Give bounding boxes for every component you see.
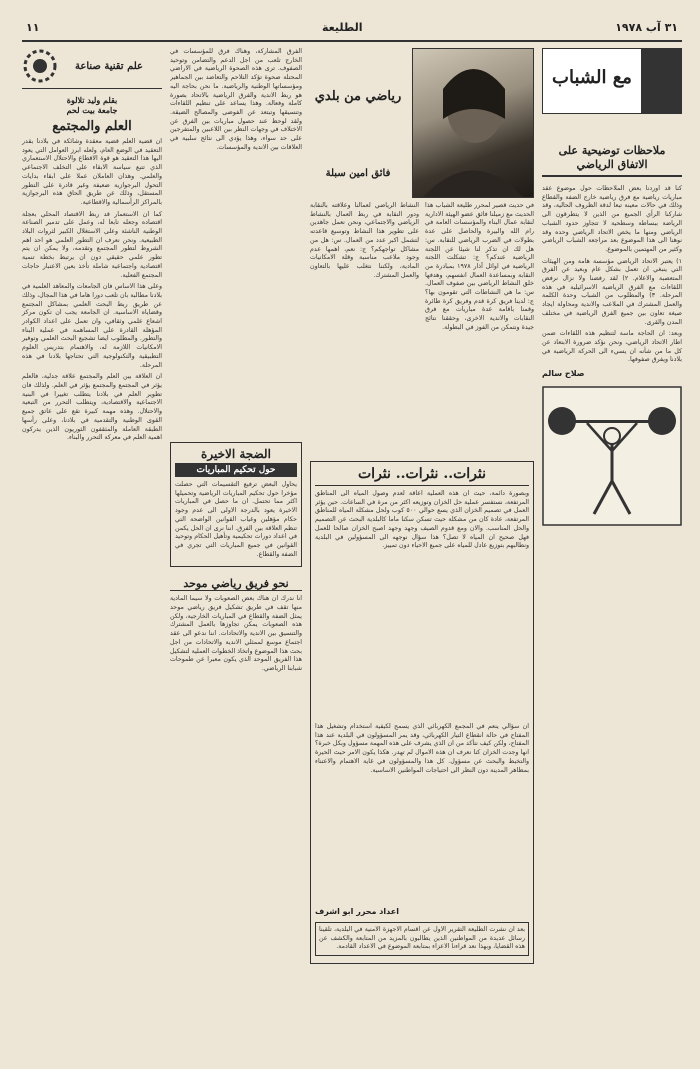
notes-signature: اعداد محرر ابو اشرف <box>315 907 399 916</box>
science-title: العلم والمجتمع <box>52 119 132 134</box>
section-title: مع الشباب <box>552 67 632 88</box>
referee-box <box>170 442 302 567</box>
notes-body-continued: ان سؤالي ينعم في المجمع الكهربائي الذي يسمح لكيفية استخدام وتشغيل هذا المفتاح في حالة انقطاع التيار الكهربائي، وقد يمر المسؤولون في البلدية عند هذا المفتاح، ولكن كيف نتأكد من ان الذي يشرف على هذه المهمة مسؤول وبكل خبرة؟ انها وجدت الخزان كنا نعرف ان هذه الاموال لم تهدر. هكذا يكون الامر حيث الحيرة والتخبط والبحث عن مسؤول. كل هذا والمسؤولون في غاية الاهتمام والاعتناء بمظاهر المدينة دون النظر الى احتياجات المواطنين الاساسية. <box>315 723 529 774</box>
interview-body-continued: النشاط الرياضي لعمالنا وعلاقته بالنقابة ودور النقابة في ربط العمال بالنشاط الرياضي والاجتماعي، ونحن نعمل جاهدين على تطوير هذا النشاط وتوسيع قاعدته لتشمل اكبر عدد من العمال. س: هل من مشاكل تواجهكم؟ ج: نعم، اهمها عدم وجود ملاعب مناسبة وقلة الامكانيات المادية، ولكننا نتغلب عليها بالتعاون والعمل المشترك. <box>310 202 419 279</box>
weightlifter-illustration <box>542 386 682 526</box>
science-body-3: وعلى هذا الاساس فان الجامعات والمعاهد العلمية في بلادنا مطالبة بان تلعب دورا هاما في هذا المجال، وذلك عن طريق ربط البحث العلمي بمشاكل المجتمع وقضاياه الاساسية. ان الجامعة يجب ان تكون مركز اشعاع علمي وثقافي، وان تعمل على اعداد الكوادر المؤهلة القادرة على المساهمة في عملية البناء والتطور. والمطلوب ايضا تشجيع البحث العلمي وتوفير الامكانيات اللازمة له، والاهتمام بتدريس العلوم التطبيقية والتكنولوجية التي تحتاجها بلادنا في هذه المرحلة. <box>22 283 162 369</box>
page-number: ١١ <box>26 21 40 34</box>
interview-body: في حديث قصير لمحرر طليعة الشباب هذا الحديث مع زميلنا فائق عضو الهيئة الادارية لنقابة عمال البناء والمؤسسات العامة في رام الله والبيرة والحاصل على عدة بطولات في الضرب الرياضي للنقابة. س: هل لك ان تذكر لنا شيئا عن اللجنة الرياضية عندكم؟ ج: تشكلت اللجنة الرياضية في اوائل آذار ١٩٧٨ بمبادرة من النقابة وبمساعدة العمال انفسهم، وهدفها خلق النشاط الرياضي بين صفوف العمال. س: ما هي النشاطات التي تقومون بها؟ ج: لدينا فريق كرة قدم وفريق كرة طائرة وقمنا باقامة عدة مباريات مع فرق النقابات والاندية الاخرى، وحققنا نتائج جيدة ونتمكن من الفوز في البطولة. <box>425 202 534 331</box>
article-title: ملاحظات توضيحية على الاتفاق الرياضي <box>542 144 682 177</box>
newspaper-name: الطليعة <box>322 21 363 34</box>
science-body-4: ان العلاقة بين العلم والمجتمع علاقة جدلية، فالعلم يؤثر في المجتمع والمجتمع يؤثر في العلم. ولذلك فان تطوير العلم في بلادنا يتطلب تغييرا في البنية الاجتماعية والاقتصادية، ويتطلب التحرر من التبعية والاحتلال. وهذه مهمة كبيرة تقع على عاتق جميع القوى الوطنية والتقدمية في بلادنا، وعلى رأسها الطبقة العاملة والمثقفون الثوريون الذين يدركون اهمية العلم في معركة التحرر والبناء. <box>22 373 162 442</box>
referee-title: الضجة الاخيرة <box>201 447 271 461</box>
youth-column <box>542 48 682 530</box>
science-body-2: كما ان الاستعمار قد ربط الاقتصاد المحلي بعجلة اقتصاده وجعله تابعا له، وعمل على تدمير الصناعة الوطنية الناشئة وعلى الاستغلال الكبير لثروات البلاد الطبيعية. ونحن نعرف ان التطور العلمي هو احد اهم الشروط لتطور المجتمع وتقدمه، ولا يمكن ان يتم تطور علمي حقيقي دون ان يرتبط بخطة تنمية اقتصادية واجتماعية شاملة تأخذ بعين الاعتبار حاجات المجتمع الفعلية. <box>22 210 162 279</box>
photo-caption: رياضي من بلدي <box>314 89 402 104</box>
logo-text: علم تقنية صناعة <box>74 60 144 72</box>
referee-body: يحاول البعض ترفيع التقسيمات التي حصلت مؤخرا حول تحكيم المباريات الرياضية وتحميلها اكثر مما تحتمل. ان ما حصل في المباريات الاخيرة يعود بالدرجة الاولى الى عدم وجود حكام مؤهلين وغياب القوانين الواضحة التي تنظم العلاقة بين الفرق. اننا نرى ان الحل يكمن في اعداد دورات تحكيمية وتأهيل الحكام وتوحيد القوانين في جميع المباريات التي تجري في الضفة والقطاع. <box>175 481 297 558</box>
sports-column <box>170 48 302 677</box>
notes-body: وبصورة دائمة، حيث ان هذه العملية اعاقة لعدم وصول المياه الى المناطق المرتفعة، نستفسر عملية حل الخزان وتوزيعه اكثر من مرة في الساعات. حين يؤثر العمل في تصميم الخزان الذي يسع حوالي ٥٠٠ كوب ولحل مشكلة المياه للمناطق المرتفعة، عادة كان من مشكلة حيث تسكن سكنا ماما كالبلدية البحث عن التصميم والحل المناسب. والان ومع قدوم الصيف وجهد وجهد اصبح الخزان صالحا للعمل فهل صحيح ان المياه لا تصل؟ هذا سؤال نوجهه الى المسؤولين في البلدية ونطالبهم بتوزيع عادل للمياه على جميع الاحياء دون تمييز. <box>315 490 529 550</box>
article-points: ١) يعتبر الاتحاد الرياضي مؤسسة هامة ومن الهيئات التي ينبغي ان تعمل بشكل عام وبعيد عن الفرق المتعصبة والاعلام. ٢) لقد رفضنا ولا نزال نرفض اللقاءات مع الفرق الرياضية الاسرائيلية في هذه المرحلة. ٣) والمطلوب من الشباب وحدة الكلمة والعمل المشترك في الملاعب والاندية ومحاولة ايجاد صيغة تعاون بين جميع الفرق الرياضية في مختلف المدن والقرى. <box>542 257 683 326</box>
article-byline: بقلم وليد تلالوة <box>66 95 118 105</box>
interview-photo <box>412 48 534 198</box>
interview-column <box>310 48 534 964</box>
page-header <box>22 18 682 42</box>
notes-footer: بعد ان نشرت الطليعة التقرير الاول عن اقسام الاجهزة الامنية في البلدية، تلقينا رسائل عديدة من المواطنين الذين يطالبون بالمزيد من المتابعة والكشف عن هذه القضايا، وبهذا نعد قراءنا الاعزاء بمتابعة الموضوع في الاعداد القادمة. <box>315 922 529 956</box>
article-signature: صلاح سالم <box>542 369 585 379</box>
science-body: ان قضية العلم قضية معقدة وشائكة في بلادنا بقدر التعقيد في الوضع العام، ولعله ابرز العوامل التي يعود اليها هذا التعقيد هو قوة الاقطاع والاحتلال الاستعماري الذي تتبع سياسة الابقاء على التخلف الاجتماعي والعلمي. وهذان العاملان عملا على ابقاء بدايات التحول البرجوازية ضعيفة وغير قادرة على التطور المستقل، وذلك عن طريق الحاق هذه البرجوازية بالمراكز الرأسمالية والاقطاعية. <box>22 138 162 206</box>
section-banner <box>542 48 682 114</box>
interviewee-name: فائق امين سبلة <box>325 168 391 179</box>
notes-box <box>310 461 534 964</box>
article-conclusion: وبعد: ان الحاجة ماسة لتنظيم هذه اللقاءات ضمن اطار الاتحاد الرياضي، ونحن نؤكد ضرورة الابتعاد عن كل ما من شأنه ان يسيء الى الحركة الرياضية في بلادنا ويفرق صفوفها. <box>542 330 682 364</box>
team-body: انا ندرك ان هناك بعض الصعوبات ولا سيما المادية منها تقف في طريق تشكيل فريق رياضي موحد يمثل الضفة والقطاع في المباريات الخارجية، ولكن هذه الصعوبات يمكن تجاوزها بالعمل المشترك والتنسيق بين الاندية والاتحادات. اننا ندعو الى عقد اجتماع موسع لممثلي الاندية والاتحادات من اجل بحث هذا الموضوع واتخاذ الخطوات العملية لتشكيل هذا الفريق الموحد الذي يكون معبرا عن طموحات شبابنا الرياضي. <box>170 595 302 672</box>
gear-logo-icon <box>22 48 58 84</box>
issue-date: ٣١ آب ١٩٧٨ <box>615 21 678 34</box>
referee-subtitle: حول تحكيم المباريات <box>175 463 297 477</box>
notes-title: نثرات.. نثرات.. نثرات <box>315 466 529 486</box>
article-body: كنا قد اوردنا بعض الملاحظات حول موضوع عقد مباريات رياضية مع فرق رياضية خارج الضفة والقطاع وذلك في حالات معينة تبعا لدقة الظروف الحالية، وقد شاركنا الرأي الجميع من الذين لا يتطرقون الى الرياضة ببساطة وسطحية لا تتجاوز حدود الشباب الرياضي ومنها ما يخص الاتحاد الرياضي وحده وقد نوهنا الى هذا الموضوع بعد مراجعة الشباب الرياضي وكثير من المهتمين بالموضوع. <box>542 185 682 253</box>
article-affiliation: جامعة بيت لحم <box>66 105 118 115</box>
team-title: نحو فريق رياضي موحد <box>170 577 302 591</box>
newspaper-page <box>22 18 682 1058</box>
sports-body: الفرق المشاركة، وهناك فرق للمؤسسات في الخارج تلعب من اجل الدعم والتضامن وتوحيد الصفوف. ترى هذه الصحوة الرياضية في الاراضي المحتلة صحوة تؤكد التلاحم والتعاضد بين الجماهير ومؤسساتها الوطنية والرياضية. ما نحن بحاجة اليه هو ربط الاندية والفرق الرياضية بالاتحاد بصورة كاملة وفعالة. وهذا يساعد على تنظيم اللقاءات وتنسيقها وتبتعد عن الفوضى والمصالح الضيقة. ولقد لوحظ عند حصول مباريات بين الفرق عن الاختلاف في وجهات النظر بين اللاعبين والمتفرجين على حد سواء، وهذا يؤدي الى نتائج سلبية في العلاقات بين الاندية والمؤسسات. <box>170 48 302 151</box>
science-column <box>22 48 162 446</box>
